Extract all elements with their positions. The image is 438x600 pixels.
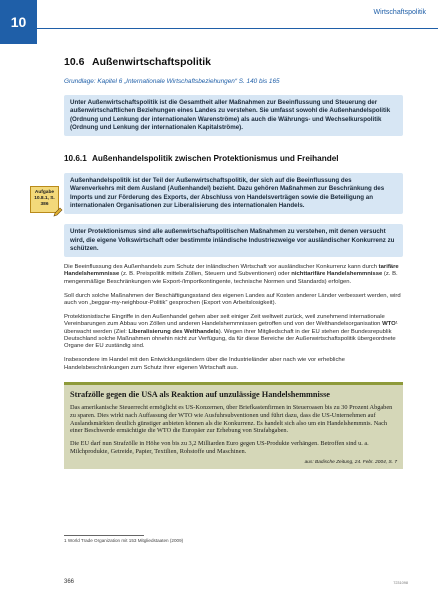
paragraph-2: Soll durch solche Maßnahmen der Beschäftigungsstand des eigenen Landes auf Kosten anderer Länder verbessert werden, wird auch von „beggar-my-neighbour-Politik“ gesprochen (Export von Arbeitslosigkeit).: [64, 292, 401, 307]
aufgabe-badge[interactable]: [30, 186, 59, 213]
running-head: [37, 0, 438, 29]
print-code: 7231098: [393, 581, 408, 585]
text-run: ). Wegen ihrer Mitgliedschaft in der EU stehen der Bundesrepublik Deutschland solche Maßnahmen ohnehin nicht zur Verfügung, da für diese Bereiche der Außenwirtschaftspolitik übergeordnete Organe der EU zuständig sind.: [64, 328, 396, 350]
text-run: (z. B. mengenmäßige Beschränkungen wie Export-/Importkontingente, technische Normen und Standards) erfolgen.: [64, 271, 398, 285]
term-liberalisation: Liberalisierung des Welthandels: [128, 328, 219, 335]
running-title: Wirtschaftspolitik: [373, 9, 426, 16]
news-source: aus: Badische Zeitung, 24. Febr. 2004, S. 7: [304, 460, 397, 466]
definition-box: Unter Außenwirtschaftspolitik ist die Gesamtheit aller Maßnahmen zur Beeinflussung und Steuerung der außenwirtschaftlichen Beziehungen eines Landes zu verstehen. Sie umfasst sowohl die Außenhandelspolitik (Ordnung und Lenkung der internationalen Warenströme) als auch die Währungs- und Wechselkurspolitik (Ordnung und Lenkung der internationalen Kapitalströme).: [64, 95, 403, 136]
paragraph-3: [64, 314, 403, 350]
footnote-divider: [64, 535, 144, 536]
section-number: 10.6: [64, 56, 85, 68]
definition-box-protectionism: Unter Protektionismus sind alle außenwirtschaftspolitischen Maßnahmen zu verstehen, mit denen versucht wird, die eigene Volkswirtschaft oder bestimmte inländische Industriezweige vor ausländischer Konkurrenz zu schützen.: [64, 224, 403, 257]
aufgabe-label: Aufgabe: [34, 190, 55, 196]
section-title: Außenwirtschaftspolitik: [92, 56, 212, 68]
pencil-icon: [53, 207, 63, 217]
page-content: [34, 56, 403, 469]
term-wto: WTO: [382, 321, 396, 328]
section-basis: Grundlage: Kapitel 6 „Internationale Wirtschaftsbeziehungen“ S. 140 bis 165: [64, 78, 280, 85]
news-paragraph-2: Die EU darf nun Strafzölle in Höhe von bis zu 3,2 Milliarden Euro gegen US-Produkte verhängen. Betroffen sind u. a. Milchprodukte, Getreide, Papier, Textilien, Rohstoffe und Maschinen.: [70, 440, 369, 456]
page-number: 366: [64, 579, 75, 585]
chapter-number-tab: [0, 0, 37, 44]
subsection-heading: [64, 154, 403, 163]
news-title: Strafzölle gegen die USA als Reaktion auf unzulässige Handelshemmnisse: [70, 389, 330, 399]
subsection-body: [34, 173, 403, 372]
chapter-number: 10: [10, 14, 27, 30]
text-run: Protektionistische Eingriffe in den Außenhandel gehen aber seit einiger Zeit weltweit zurück, weil zunehmend internationale Vereinbarungen zum Abbau von Zöllen und anderen Handelshemmnissen getroffen und von der Welthandelsorganisation: [64, 314, 385, 328]
text-run: ¹ überwacht werden (Ziel:: [64, 321, 398, 335]
text-run: (z. B. Preispolitik mittels Zöllen, Steuern und Subventionen) oder: [119, 271, 292, 278]
text-run: Die Beeinflussung des Außenhandels zum Schutz der inländischen Wirtschaft vor ausländischer Konkurrenz kann durch: [64, 264, 379, 271]
section-heading: [64, 56, 403, 68]
aufgabe-ref: 10.8.1, S. 386: [34, 196, 55, 208]
paragraph-1: [64, 264, 403, 286]
term-tariff: tarifäre Handelshemmnisse: [64, 264, 399, 278]
news-box: [64, 382, 403, 469]
subsection-number: 10.6.1: [64, 154, 87, 164]
term-nontariff: nichttarifäre Handelshemmnisse: [291, 271, 383, 278]
news-paragraph-1: Das amerikanische Steuerrecht ermöglicht es US-Konzernen, über Briefkastenfirmen in Steueroasen bis zu 30 Prozent Abgaben zu sparen. Dies wirkt nach Auffassung der WTO wie Ausfuhrsubventionen und führt dazu, dass die US-Unternehmen auf Auslandsmärkten deutlich günstiger anbieten können als die Konkurrenz. Es handelt sich also um ein Handelshemmnis. Nach einer Beschwerde ermächtigte die WTO die Europäer zur Erhebung von Strafabgaben.: [70, 403, 393, 435]
paragraph-4: Insbesondere im Handel mit den Entwicklungsländern über die Industrieländer aber nach wie vor erhebliche Handelsbeschränkungen zum Schutz ihrer eigenen Wirtschaft aus.: [64, 357, 345, 371]
footnote: 1 World Trade Organization mit 153 Mitgliedstaaten (2009): [64, 538, 184, 543]
subsection-title: Außenhandelspolitik zwischen Protektionismus und Freihandel: [92, 154, 339, 164]
definition-box-trade-policy: Außenhandelspolitik ist der Teil der Außenwirtschaftspolitik, der sich auf die Beeinflussung des Warenverkehrs mit dem Ausland (Außenhandel) bezieht. Dazu gehören Maßnahmen zur Beschränkung des Imports und zur Förderung des Exports, der Abschluss von Handelsverträgen sowie die Beteiligung an internationalen Organisationen zur Liberalisierung des internationalen Handels.: [64, 173, 403, 214]
